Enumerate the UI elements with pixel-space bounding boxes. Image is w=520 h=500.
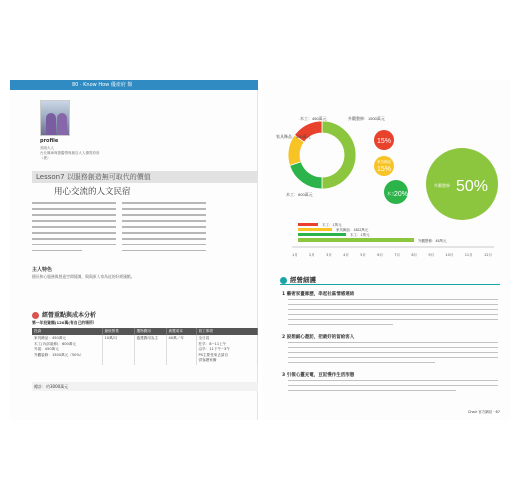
- month-tick: 7月: [394, 253, 401, 257]
- feature-text: 擅長和心服務與營造空間情調，與與原人家為這的好經國館。: [32, 274, 135, 279]
- ops-heading: 1 藝術家畫廊歷，串起社區情感連結: [282, 292, 355, 297]
- left-page: [10, 80, 258, 420]
- month-tick: 6月: [377, 253, 383, 257]
- label-ml: 木工：450萬元: [300, 116, 327, 121]
- label-wood: 木工：600萬元: [286, 192, 313, 197]
- cost-donut-chart: [262, 80, 510, 270]
- label-exterior: 外觀整修：1500萬元: [348, 116, 385, 121]
- ops-paragraph: [288, 342, 498, 367]
- profile-text: [40, 146, 140, 161]
- article-subtitle: 用心交流的人文民宿: [54, 187, 131, 197]
- ops-heading: 3 引領心靈充電，豆記慢作生活形態: [282, 373, 355, 378]
- badge-ml-label: 家具飾品: [377, 160, 391, 164]
- month-tick: 8月: [411, 253, 418, 257]
- cost-section-title: 經營重點與成本分析: [32, 310, 96, 319]
- body-column: [32, 202, 116, 260]
- page-number: Chair 官方網站 · 67: [467, 410, 500, 414]
- legend-bar: [298, 238, 414, 242]
- legend-text: 木工：1萬元: [350, 233, 370, 237]
- table-header: 選物費用: [134, 328, 166, 335]
- table-cell: 40萬／年: [166, 335, 196, 365]
- table-header: 投資: [32, 328, 102, 335]
- table-cell: 10萬/月: [102, 335, 134, 365]
- feature-title: 主人特色: [32, 267, 53, 273]
- body-column: [122, 202, 206, 260]
- owner-photo: [40, 100, 70, 136]
- month-tick: 11月: [464, 253, 473, 257]
- profile-line: 吳晓大人: [40, 146, 54, 150]
- ops-heading: 2 設想細心邀訪，把最好的留給客人: [282, 335, 355, 340]
- month-tick: 5月: [360, 253, 366, 257]
- legend-text: 家具飾品：1822萬元: [336, 228, 369, 232]
- label-furn: 家具飾品：450萬元: [276, 134, 311, 139]
- cost-table: [32, 328, 258, 365]
- profile-line: 台北縣車與捷鑑帶與創店大人優質府府: [40, 151, 100, 155]
- person-figure: [57, 113, 67, 135]
- ops-title: 經營細護: [280, 275, 316, 284]
- table-cell: 家具飾品：450萬元 木工(內部裝修)：600萬元 外裝：450萬元 外觀裝修：1500萬元（50%）: [32, 335, 102, 365]
- right-page: [262, 80, 510, 420]
- cost-subtitle: 第一年投資額(120萬(有自己的場所）: [32, 320, 97, 325]
- page-header: 80 · Know How 優產府 館: [10, 80, 258, 90]
- table-header: 被獲成本: [166, 328, 196, 335]
- month-tick: 3月: [326, 253, 332, 257]
- lesson-title: Lesson7 以服務創造無可取代的價值: [32, 171, 258, 183]
- month-tick: 4月: [343, 253, 349, 257]
- person-figure: [46, 113, 56, 135]
- badge-ext-label: 外觀整修: [434, 183, 450, 188]
- donut-slice: [290, 162, 322, 189]
- month-tick: 10月: [445, 253, 454, 257]
- profile-title: profile: [40, 138, 59, 144]
- profile-line: （捷）: [40, 156, 51, 160]
- section-bullet-icon: [32, 312, 39, 319]
- badge-wood-value: 20%: [393, 191, 409, 198]
- divider: [280, 284, 500, 285]
- month-tick: 12月: [483, 253, 492, 257]
- legend-bar: [298, 233, 346, 236]
- ops-paragraph: [288, 380, 498, 395]
- month-tick: 1月: [292, 253, 298, 257]
- legend-bar: [298, 228, 332, 231]
- table-cell: 養護費用為主: [134, 335, 166, 365]
- table-header: 員工事項: [196, 328, 258, 335]
- badge-wood-label: 木工: [387, 191, 395, 196]
- ops-paragraph: [288, 299, 498, 329]
- table-cell: 全日員 枉早：8~11上午 沿早：11下午~3午 PS主要受來去請自 供客總家櫥: [196, 335, 258, 365]
- legend-text: 外觀整修：45萬元: [418, 239, 447, 243]
- total-cost: 總計：約3000萬元: [32, 382, 258, 391]
- month-tick: 2月: [309, 253, 315, 257]
- legend-text: 木工：1萬元: [322, 223, 342, 227]
- badge-ml-value: 15%: [376, 166, 392, 173]
- month-tick: 9月: [428, 253, 435, 257]
- table-header: 最低營業: [102, 328, 134, 335]
- magazine-spread: [10, 80, 510, 420]
- badge-furn-value: 15%: [376, 138, 392, 145]
- badge-ext-value: 50%: [455, 178, 489, 195]
- donut-slice: [322, 121, 356, 189]
- section-icon: [280, 277, 287, 284]
- legend-bar: [298, 223, 318, 226]
- month-axis: [292, 253, 492, 258]
